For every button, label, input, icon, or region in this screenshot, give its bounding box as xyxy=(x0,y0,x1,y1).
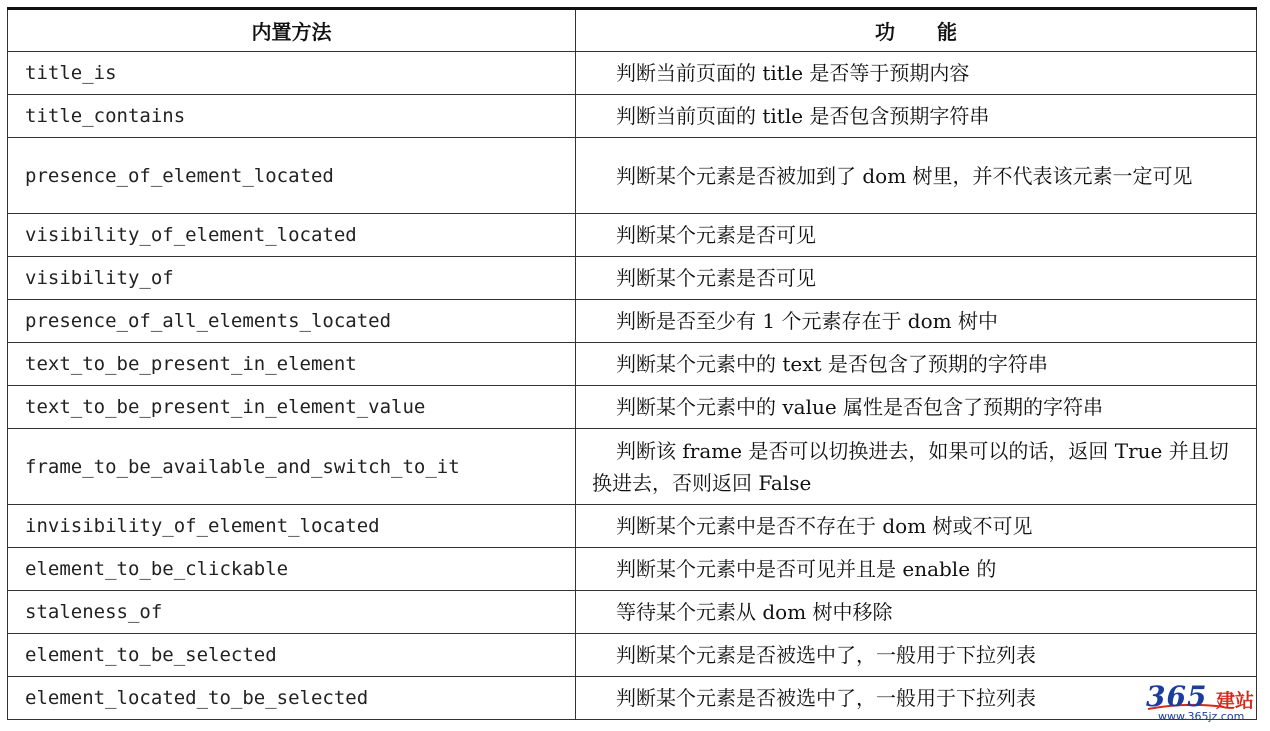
table-row xyxy=(8,214,1257,257)
table-row xyxy=(8,429,1257,505)
method-cell: frame_to_be_available_and_switch_to_it xyxy=(8,429,576,505)
table-row xyxy=(8,138,1257,214)
desc-cell: 判断某个元素是否可见 xyxy=(576,257,1257,300)
method-cell: invisibility_of_element_located xyxy=(8,505,576,548)
site-watermark xyxy=(1146,680,1264,726)
desc-cell: 判断某个元素是否可见 xyxy=(576,214,1257,257)
method-cell: title_is xyxy=(8,52,576,95)
desc-cell: 判断某个元素中是否可见并且是 enable 的 xyxy=(576,548,1257,591)
header-function: 功能 xyxy=(576,9,1257,52)
desc-cell: 判断该 frame 是否可以切换进去，如果可以的话，返回 True 并且切换进去，否则返回 False xyxy=(576,429,1257,505)
table-row xyxy=(8,257,1257,300)
table-row xyxy=(8,677,1257,720)
header-method: 内置方法 xyxy=(8,9,576,52)
desc-cell: 判断是否至少有 1 个元素存在于 dom 树中 xyxy=(576,300,1257,343)
table-row xyxy=(8,52,1257,95)
method-cell: visibility_of_element_located xyxy=(8,214,576,257)
table-row xyxy=(8,95,1257,138)
table-row xyxy=(8,343,1257,386)
method-cell: title_contains xyxy=(8,95,576,138)
header-row xyxy=(8,9,1257,52)
methods-table xyxy=(7,7,1257,720)
method-cell: presence_of_all_elements_located xyxy=(8,300,576,343)
watermark-number: 365 xyxy=(1146,680,1208,713)
method-cell: element_to_be_clickable xyxy=(8,548,576,591)
watermark-text: 建站 xyxy=(1216,690,1255,712)
desc-cell: 判断某个元素中是否不存在于 dom 树或不可见 xyxy=(576,505,1257,548)
table-row xyxy=(8,591,1257,634)
method-cell: text_to_be_present_in_element xyxy=(8,343,576,386)
method-cell: presence_of_element_located xyxy=(8,138,576,214)
desc-cell: 等待某个元素从 dom 树中移除 xyxy=(576,591,1257,634)
method-cell: staleness_of xyxy=(8,591,576,634)
table-row xyxy=(8,505,1257,548)
method-cell: element_located_to_be_selected xyxy=(8,677,576,720)
method-cell: visibility_of xyxy=(8,257,576,300)
table-row xyxy=(8,386,1257,429)
desc-cell: 判断某个元素是否被加到了 dom 树里，并不代表该元素一定可见 xyxy=(576,138,1257,214)
method-cell: text_to_be_present_in_element_value xyxy=(8,386,576,429)
desc-cell: 判断某个元素中的 value 属性是否包含了预期的字符串 xyxy=(576,386,1257,429)
desc-cell: 判断某个元素是否被选中了，一般用于下拉列表 xyxy=(576,634,1257,677)
watermark-url: www.365jz.com xyxy=(1158,710,1245,723)
desc-cell: 判断某个元素是否被选中了，一般用于下拉列表 xyxy=(576,677,1257,720)
table-row xyxy=(8,634,1257,677)
desc-cell: 判断当前页面的 title 是否等于预期内容 xyxy=(576,52,1257,95)
desc-cell: 判断当前页面的 title 是否包含预期字符串 xyxy=(576,95,1257,138)
method-cell: element_to_be_selected xyxy=(8,634,576,677)
table-row xyxy=(8,300,1257,343)
desc-cell: 判断某个元素中的 text 是否包含了预期的字符串 xyxy=(576,343,1257,386)
table-row xyxy=(8,548,1257,591)
